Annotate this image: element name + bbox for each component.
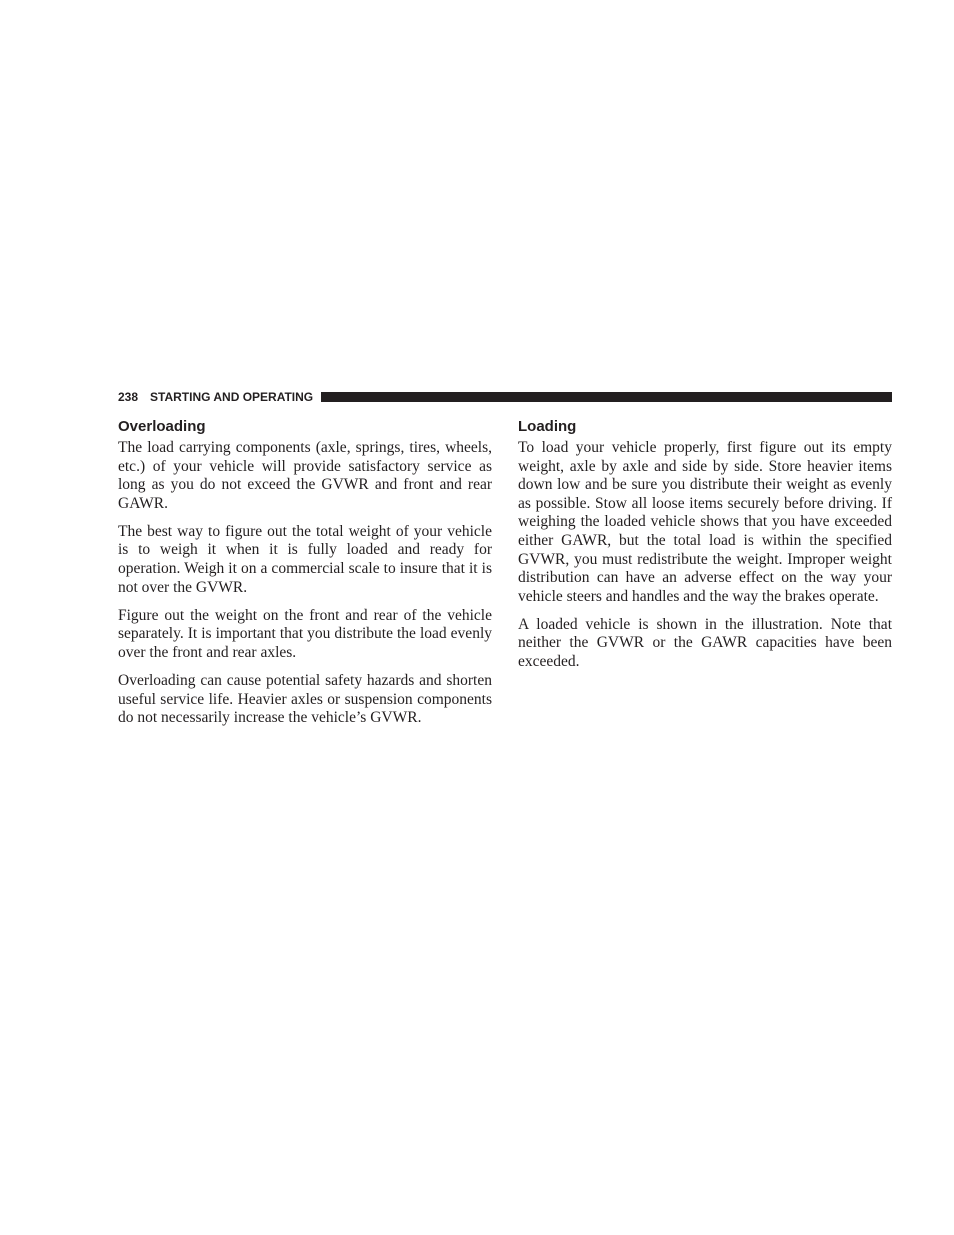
overloading-heading: Overloading (118, 418, 206, 435)
loading-heading: Loading (518, 418, 577, 435)
header-rule (321, 392, 892, 402)
overloading-paragraph: Overloading can cause potential safety hazards and shorten useful service life. Heavier axles or suspension components do not necessarily increase the vehicle’s GVWR. (118, 672, 492, 727)
loading-paragraph: To load your vehicle properly, first figure out its empty weight, axle by axle and side by side. Store heavier items down low and be sure you distribute their weight as evenly as possible. Stow all loose items securely before driving. If weighing the loaded vehicle shows that you have exceeded either GAWR, but the total load is within the specified GVWR, you must redistribute the weight. Improper weight distribution can have an adverse effect on the way your vehicle steers and handles and the way the brakes operate. (518, 439, 892, 605)
section-title: STARTING AND OPERATING (150, 390, 314, 404)
overloading-paragraph: The best way to figure out the total weight of your vehicle is to weigh it when it is fully loaded and ready for operation. Weigh it on a commercial scale to insure that it is not over the GVWR. (118, 522, 492, 596)
loading-paragraph: A loaded vehicle is shown in the illustration. Note that neither the GVWR or the GAWR capacities have been exceeded. (518, 615, 892, 671)
page-number: 238 (118, 390, 139, 404)
left-column (118, 418, 492, 737)
overloading-paragraph: The load carrying components (axle, springs, tires, wheels, etc.) of your vehicle will provide satisfactory service as long as you do not exceed the GVWR and front and rear GAWR. (118, 439, 492, 512)
overloading-paragraph: Figure out the weight on the front and rear of the vehicle separately. It is important that you distribute the load evenly over the front and rear axles. (118, 606, 492, 661)
page-header (118, 389, 892, 405)
right-column (518, 418, 892, 681)
